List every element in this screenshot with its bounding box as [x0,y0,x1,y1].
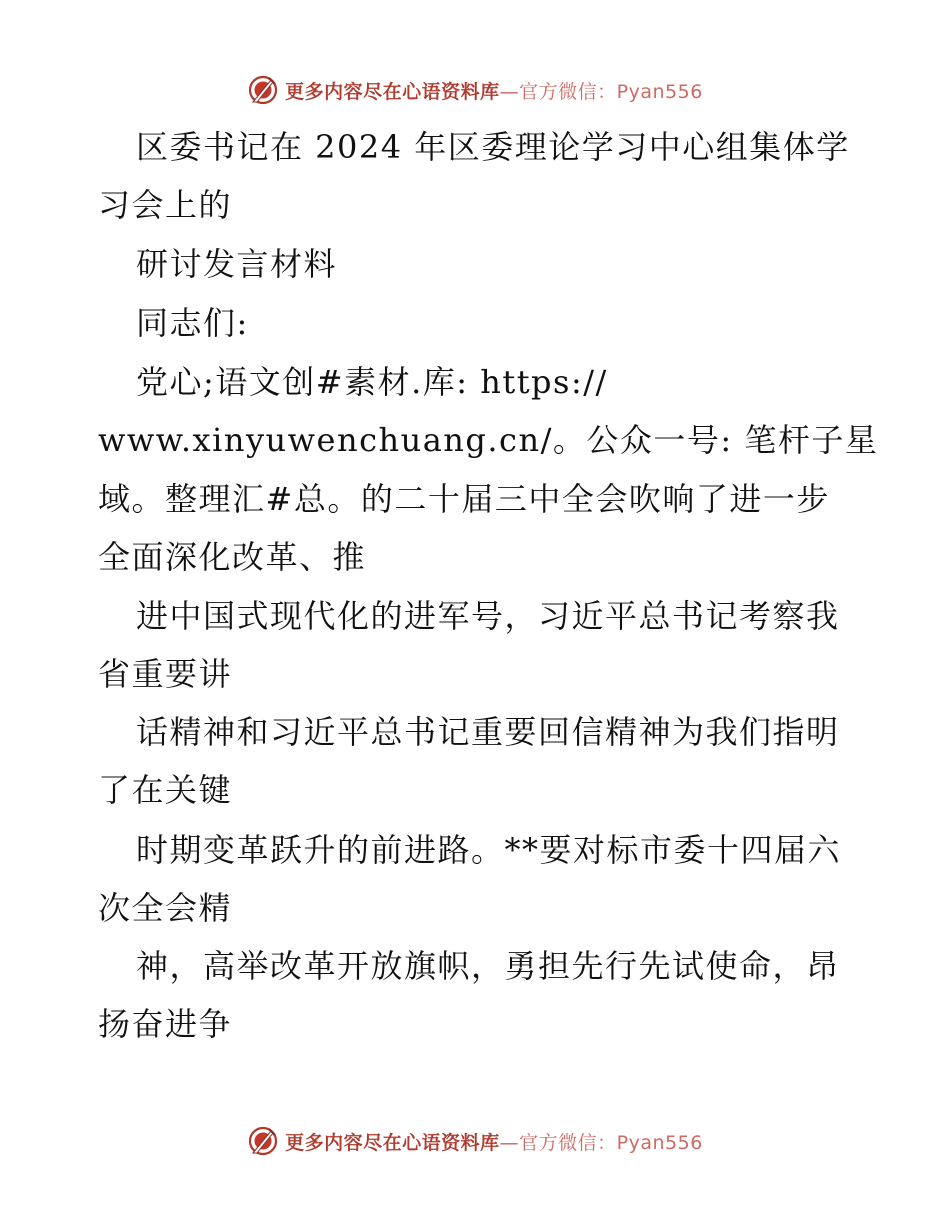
paragraph-line: 了在关键 [98,771,233,809]
paragraph-line: 党心;语文创#素材.库: https:// [136,363,608,401]
paragraph-line: 域。整理汇#总。的二十届三中全会吹响了进一步 [98,480,830,518]
document-title-line: 区委书记在 2024 年区委理论学习中心组集体学 [136,128,850,166]
paragraph-line: 省重要讲 [98,655,233,693]
banner-dash: — [499,1131,520,1154]
banner-dash: — [499,80,520,103]
document-subtitle-line: 研讨发言材料 [136,245,338,283]
banner-text [285,1128,703,1155]
salutation-line: 同志们: [136,304,249,342]
paragraph-line: 神，高举改革开放旗帜，勇担先行先试使命，昂 [136,947,840,985]
quill-seal-icon [247,74,279,106]
footer-banner [0,1121,950,1161]
banner-wechat-text: 官方微信：Pyan556 [519,1131,703,1154]
banner-main-text: 更多内容尽在心语资料库 [285,1131,500,1154]
document-title-line: 习会上的 [98,186,233,224]
banner-main-text: 更多内容尽在心语资料库 [285,80,500,103]
paragraph-line: 话精神和习近平总书记重要回信精神为我们指明 [136,713,840,751]
paragraph-line: 全面深化改革、推 [98,538,367,576]
paragraph-line: 进中国式现代化的进军号，习近平总书记考察我 [136,597,840,635]
paragraph-line: 时期变革跃升的前进路。**要对标市委十四届六 [136,831,842,869]
banner-text [285,77,703,104]
banner-wechat-text: 官方微信：Pyan556 [519,80,703,103]
header-banner [0,70,950,110]
paragraph-line: www.xinyuwenchuang.cn/。公众一号: 笔杆子星 [98,421,879,459]
paragraph-line: 扬奋进争 [98,1005,233,1043]
quill-seal-icon [247,1125,279,1157]
paragraph-line: 次全会精 [98,889,233,927]
